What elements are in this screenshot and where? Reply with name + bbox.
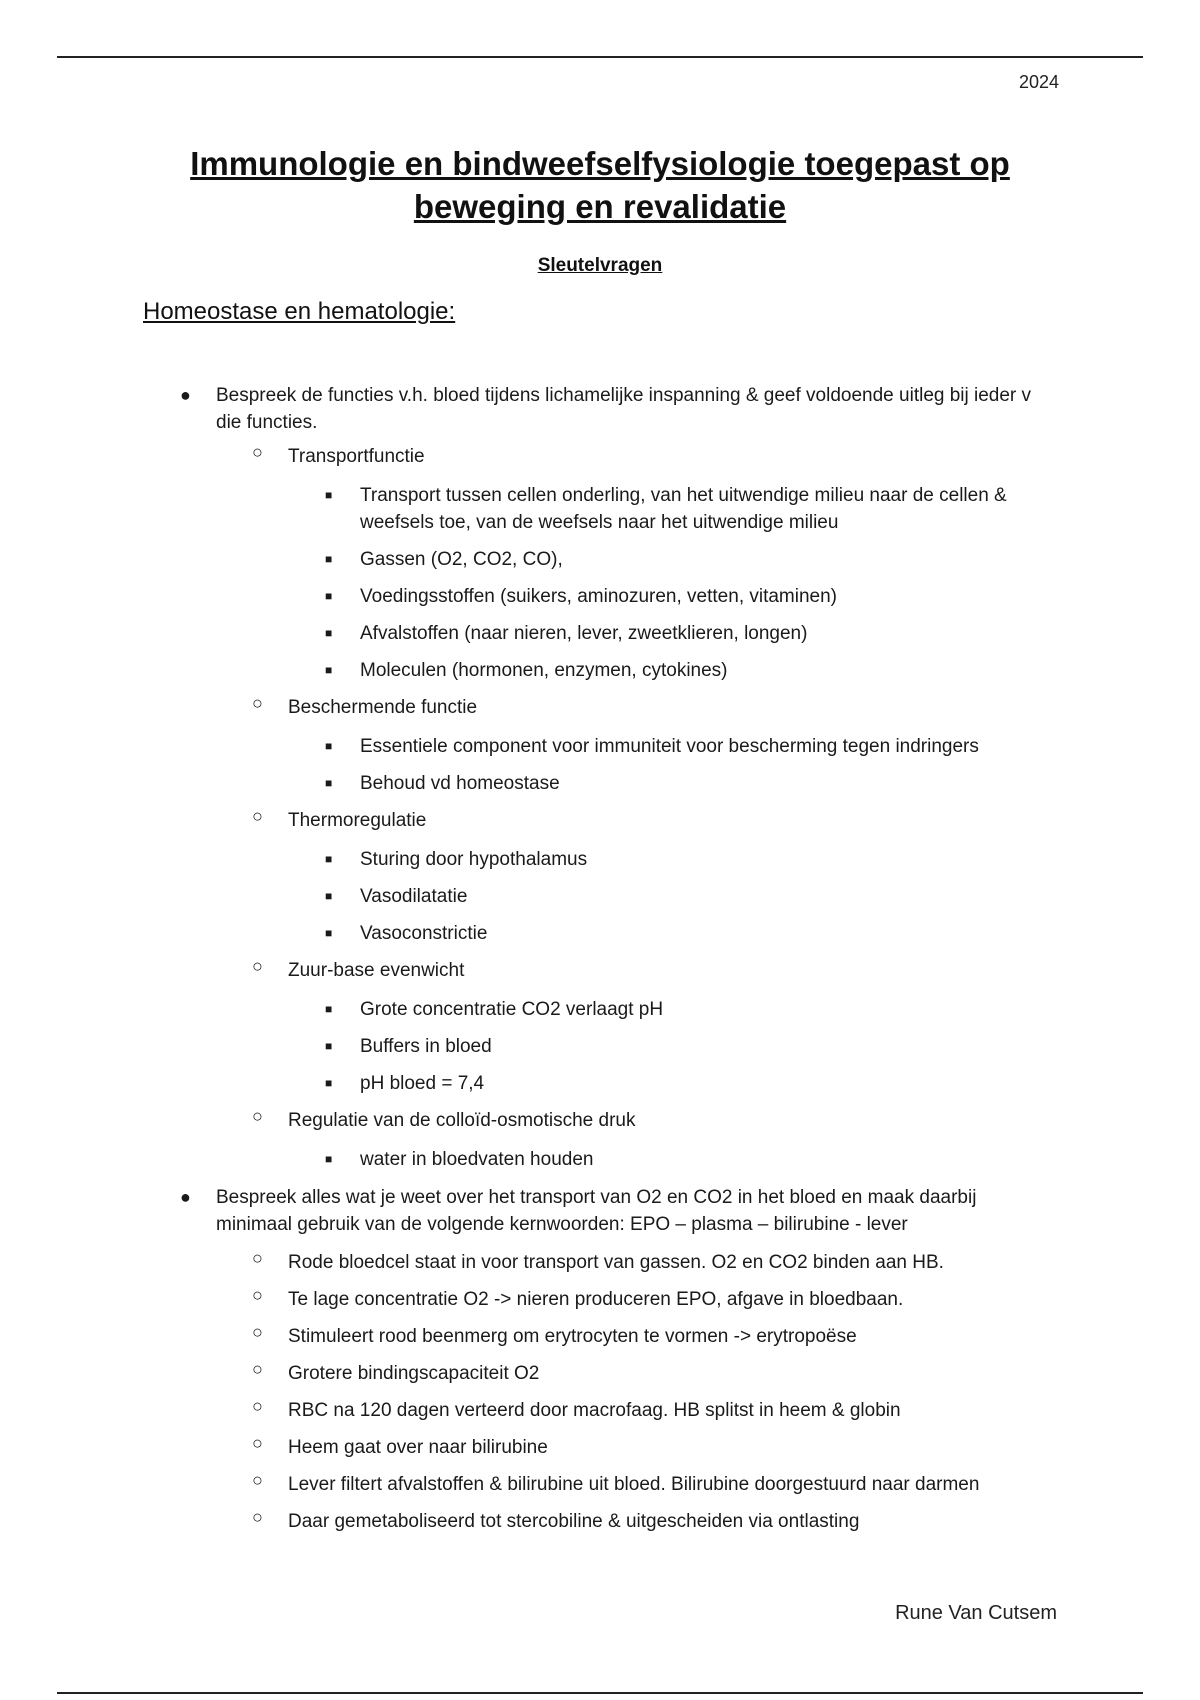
circle-bullet-icon: ○ bbox=[252, 1359, 263, 1379]
circle-bullet-icon: ○ bbox=[252, 1433, 263, 1453]
list-item bbox=[0, 952, 1200, 1102]
sub-item-text: Afvalstoffen (naar nieren, lever, zweetklieren, longen) bbox=[360, 623, 808, 644]
question-1 bbox=[0, 382, 1200, 1178]
sub-item bbox=[0, 1065, 1200, 1102]
list-item bbox=[0, 1244, 1200, 1281]
sub-item bbox=[0, 991, 1200, 1028]
sub-list bbox=[0, 1141, 1200, 1178]
sub-item bbox=[0, 728, 1200, 765]
square-bullet-icon: ■ bbox=[325, 663, 333, 677]
sub-list bbox=[0, 477, 1200, 689]
list-item bbox=[0, 1281, 1200, 1318]
list-item bbox=[0, 1318, 1200, 1355]
circle-bullet-icon: ○ bbox=[252, 1507, 263, 1527]
circle-bullet-icon: ○ bbox=[252, 1248, 263, 1268]
item-text: Grotere bindingscapaciteit O2 bbox=[288, 1363, 540, 1384]
square-bullet-icon: ■ bbox=[325, 1152, 333, 1166]
sub-item-text: Moleculen (hormonen, enzymen, cytokines) bbox=[360, 660, 728, 681]
circle-bullet-icon: ○ bbox=[252, 956, 263, 976]
sub-item-text: Behoud vd homeostase bbox=[360, 773, 560, 794]
list-item bbox=[0, 1355, 1200, 1392]
sub-item bbox=[0, 1028, 1200, 1065]
item-text: Daar gemetaboliseerd tot stercobiline & uitgescheiden via ontlasting bbox=[288, 1511, 860, 1532]
square-bullet-icon: ■ bbox=[325, 488, 333, 502]
sub-item bbox=[0, 841, 1200, 878]
sub-item bbox=[0, 541, 1200, 578]
sub-item-text: Essentiele component voor immuniteit voor bescherming tegen indringers bbox=[360, 736, 979, 757]
bullet-icon: ● bbox=[180, 385, 191, 405]
header-rule bbox=[57, 56, 1143, 58]
footer-author: Rune Van Cutsem bbox=[895, 1602, 1057, 1624]
square-bullet-icon: ■ bbox=[325, 889, 333, 903]
header-year: 2024 bbox=[1018, 72, 1059, 92]
sub-item bbox=[0, 765, 1200, 802]
sub-item-text: water in bloedvaten houden bbox=[360, 1149, 594, 1170]
circle-bullet-icon: ○ bbox=[252, 1285, 263, 1305]
sub-item bbox=[0, 915, 1200, 952]
sub-item-text: Vasoconstrictie bbox=[360, 923, 488, 944]
sub-item-text: Buffers in bloed bbox=[360, 1036, 492, 1057]
sub-list bbox=[0, 728, 1200, 802]
list-item bbox=[0, 689, 1200, 802]
square-bullet-icon: ■ bbox=[325, 852, 333, 866]
item-text: Rode bloedcel staat in voor transport van gassen. O2 en CO2 binden aan HB. bbox=[288, 1252, 944, 1273]
question-text: Bespreek alles wat je weet over het transport van O2 en CO2 in het bloed en maak daarbij minimaal gebruik van de volgende kernwoorden: EPO – plasma – bilirubine - lever bbox=[216, 1187, 977, 1235]
circle-bullet-icon: ○ bbox=[252, 806, 263, 826]
item-label: Beschermende functie bbox=[288, 697, 478, 718]
item-label: Zuur-base evenwicht bbox=[288, 960, 465, 981]
item-text: Lever filtert afvalstoffen & bilirubine uit bloed. Bilirubine doorgestuurd naar darmen bbox=[288, 1474, 980, 1495]
sub-item-text: Vasodilatatie bbox=[360, 886, 468, 907]
sub-item-text: pH bloed = 7,4 bbox=[360, 1073, 485, 1094]
list-item bbox=[0, 1102, 1200, 1178]
list-item bbox=[0, 1503, 1200, 1540]
square-bullet-icon: ■ bbox=[325, 926, 333, 940]
list-item bbox=[0, 1392, 1200, 1429]
bullet-icon: ● bbox=[180, 1187, 191, 1207]
square-bullet-icon: ■ bbox=[325, 1002, 333, 1016]
answer-list bbox=[0, 1244, 1200, 1540]
item-text: Heem gaat over naar bilirubine bbox=[288, 1437, 548, 1458]
sub-item-text: Grote concentratie CO2 verlaagt pH bbox=[360, 999, 664, 1020]
question-text: Bespreek de functies v.h. bloed tijdens lichamelijke inspanning & geef voldoende uitleg bij ieder v die functies. bbox=[216, 385, 1032, 433]
document-title: Immunologie en bindweefselfysiologie toegepast op beweging en revalidatie bbox=[190, 145, 1010, 225]
sub-item bbox=[0, 878, 1200, 915]
item-text: Te lage concentratie O2 -> nieren produceren EPO, afgave in bloedbaan. bbox=[288, 1289, 904, 1310]
square-bullet-icon: ■ bbox=[325, 589, 333, 603]
square-bullet-icon: ■ bbox=[325, 776, 333, 790]
sub-item-text: Gassen (O2, CO2, CO), bbox=[360, 549, 563, 570]
section-heading: Homeostase en hematologie: bbox=[143, 298, 456, 325]
list-item bbox=[0, 438, 1200, 689]
item-label: Regulatie van de colloïd-osmotische druk bbox=[288, 1110, 636, 1131]
sub-item bbox=[0, 1141, 1200, 1178]
circle-bullet-icon: ○ bbox=[252, 693, 263, 713]
square-bullet-icon: ■ bbox=[325, 1039, 333, 1053]
square-bullet-icon: ■ bbox=[325, 626, 333, 640]
item-text: RBC na 120 dagen verteerd door macrofaag. HB splitst in heem & globin bbox=[288, 1400, 901, 1421]
square-bullet-icon: ■ bbox=[325, 552, 333, 566]
item-label: Thermoregulatie bbox=[288, 810, 427, 831]
square-bullet-icon: ■ bbox=[325, 739, 333, 753]
sub-item-text: Voedingsstoffen (suikers, aminozuren, vetten, vitaminen) bbox=[360, 586, 838, 607]
item-text: Stimuleert rood beenmerg om erytrocyten te vormen -> erytropoëse bbox=[288, 1326, 857, 1347]
square-bullet-icon: ■ bbox=[325, 1076, 333, 1090]
list-item bbox=[0, 1466, 1200, 1503]
list-item bbox=[0, 1429, 1200, 1466]
circle-bullet-icon: ○ bbox=[252, 1470, 263, 1490]
question-list bbox=[0, 382, 1200, 1540]
sub-item-text: Sturing door hypothalamus bbox=[360, 849, 588, 870]
circle-bullet-icon: ○ bbox=[252, 1106, 263, 1126]
circle-bullet-icon: ○ bbox=[252, 442, 263, 462]
footer-rule bbox=[57, 1692, 1143, 1694]
list-item bbox=[0, 802, 1200, 952]
answer-list bbox=[0, 438, 1200, 1178]
sub-item bbox=[0, 615, 1200, 652]
circle-bullet-icon: ○ bbox=[252, 1322, 263, 1342]
sub-item bbox=[0, 652, 1200, 689]
question-2 bbox=[0, 1184, 1200, 1540]
sub-item-text: Transport tussen cellen onderling, van het uitwendige milieu naar de cellen & weefsels toe, van de weefsels naar het uitwendige milieu bbox=[360, 485, 1007, 533]
document-subtitle: Sleutelvragen bbox=[537, 255, 663, 276]
item-label: Transportfunctie bbox=[288, 446, 425, 467]
sub-list bbox=[0, 991, 1200, 1102]
circle-bullet-icon: ○ bbox=[252, 1396, 263, 1416]
sub-list bbox=[0, 841, 1200, 952]
sub-item bbox=[0, 578, 1200, 615]
sub-item bbox=[0, 477, 1200, 541]
